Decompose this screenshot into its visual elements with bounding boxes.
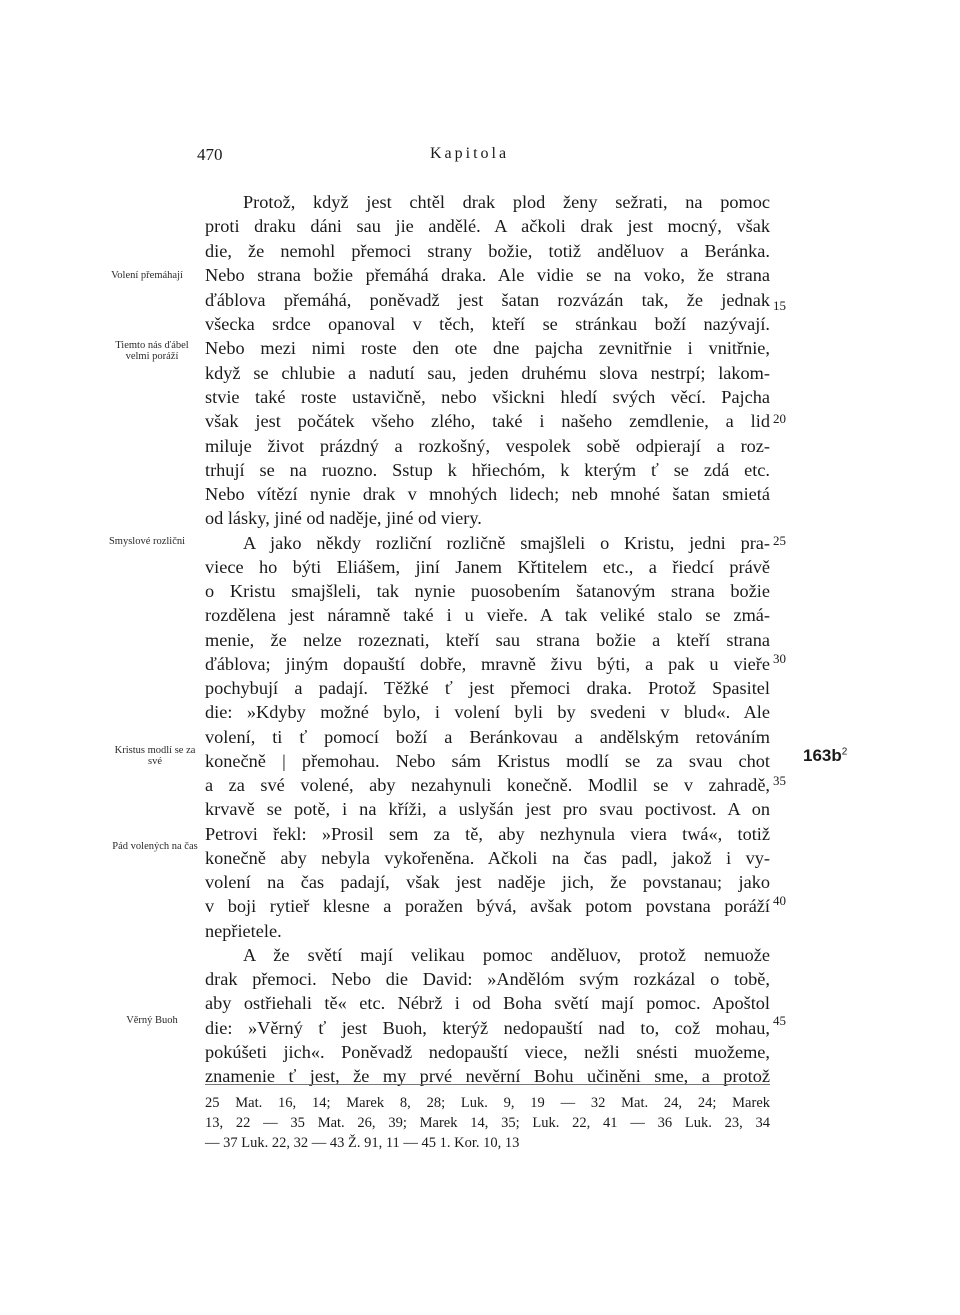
text-line: Petrovi řekl: »Prosil sem za tě, aby nezhynula viera twá«, totiž <box>205 824 770 844</box>
margin-note: Smyslové rozlični <box>108 536 186 547</box>
line-number: 35 <box>773 773 786 788</box>
text-line: die, že nemohl přemoci strany božie, totiž anděluov a Beránka. <box>205 241 770 261</box>
folio-marker <box>803 746 847 766</box>
text-line: však jest počátek všeho zlého, také i našeho zemdlenie, a lid <box>205 411 770 431</box>
text-line: znamenie ť jest, že my prvé nevěrní Bohu učiněni sme, a protož <box>205 1066 770 1086</box>
text-line: rozdělena jest náramně také i u vieře. A tak veliké stalo se zmá- <box>205 605 770 625</box>
text-line: menie, že nelze rozeznati, kteří sau strana božie a kteří strana <box>205 630 770 650</box>
text-line: stvie také roste ustavičně, nebo všickni hledí svých věcí. Pajcha <box>205 387 770 407</box>
text-line: die: »Kdyby možné bylo, i volení byli by svedeni v blud«. Ale <box>205 702 770 722</box>
text-line: nepřietele. <box>205 921 282 941</box>
text-line: Nebo strana božie přemáhá draka. Ale vidie se na voko, že strana <box>205 265 770 285</box>
text-line: od lásky, jiné od naděje, jiné od viery. <box>205 508 482 528</box>
margin-note: Pád volených na čas <box>112 841 198 852</box>
text-line: o Kristu smajšleli, tak nynie puosobením šatanovým strana božie <box>205 581 770 601</box>
text-line: drak přemoci. Nebo die David: »Andělóm svým rozkázal o tobě, <box>205 969 770 989</box>
text-line: ďáblova; jiným dopauští dobře, mravně živu býti, a pak u vieře <box>205 654 770 674</box>
footnote-line: 13, 22 — 35 Mat. 26, 39; Marek 14, 35; Luk. 22, 41 — 36 Luk. 23, 34 <box>205 1115 770 1131</box>
text-line: die: »Věrný ť jest Buoh, kterýž nedopauští nad to, což mohau, <box>205 1018 770 1038</box>
text-line: viece ho býti Eliášem, jiní Janem Křtitelem etc., a řiedcí právě <box>205 557 770 577</box>
footnote-line: — 37 Luk. 22, 32 — 43 Ž. 91, 11 — 45 1. Kor. 10, 13 <box>205 1135 520 1151</box>
text-line: A jako někdy rozliční rozličně smajšleli o Kristu, jedni pra- <box>243 533 770 553</box>
text-line: Nebo vítězí nynie drak v mnohých lidech; neb mnohé šatan smietá <box>205 484 770 504</box>
margin-note: Volení přemáhají <box>111 270 183 281</box>
text-line: Nebo mezi nimi roste den ote dne pajcha zevnitřnie i vnitřnie, <box>205 338 770 358</box>
page-number: 470 <box>197 145 223 164</box>
text-line: pochybují a padají. Těžké ť jest přemoci draka. Protož Spasitel <box>205 678 770 698</box>
text-line: volení na čas padají, však jest naděje jich, že povstanau; jako <box>205 872 770 892</box>
line-number: 25 <box>773 533 786 548</box>
text-line: a za své volené, aby nezahynuli konečně. Modlil se v zahradě, <box>205 775 770 795</box>
text-line: volení, ti ť pomocí boží a Beránkovau a andělským retováním <box>205 727 770 747</box>
line-number: 45 <box>773 1013 786 1028</box>
text-line: trhují se na ruozno. Sstup k hřiechóm, k kterým ť se zdá etc. <box>205 460 770 480</box>
text-line: Protož, když jest chtěl drak plod ženy sežrati, na pomoc <box>243 192 770 212</box>
folio-main: 163b <box>803 746 842 765</box>
text-line: všecka srdce opanoval v těch, kteří se stránkau boží nazývají. <box>205 314 770 334</box>
text-line: krvavě se potě, i na kříži, a uslyšán jest pro svau poctivost. A on <box>205 799 770 819</box>
margin-note: Kristus modlí se za své <box>114 745 196 767</box>
margin-note: Tiemto nás ďábel velmi poráží <box>115 340 189 362</box>
text-line: konečně | přemohau. Nebo sám Kristus modlí se za svau chot <box>205 751 770 771</box>
footnote-line: 25 Mat. 16, 14; Marek 8, 28; Luk. 9, 19 — 32 Mat. 24, 24; Marek <box>205 1095 770 1111</box>
line-number: 15 <box>773 298 786 313</box>
text-line: A že světí mají velikau pomoc anděluov, protož nemuože <box>243 945 770 965</box>
text-line: konečně aby nebyla vykořeněna. Ačkoli na čas padl, jakož i vy- <box>205 848 770 868</box>
text-line: aby ostřiehali tě« etc. Nébrž i od Boha světí mají pomoc. Apoštol <box>205 993 770 1013</box>
running-head: Kapitola <box>430 145 510 162</box>
line-number: 40 <box>773 893 786 908</box>
line-number: 20 <box>773 411 786 426</box>
footnote-rule <box>205 1084 770 1085</box>
text-line: proti draku dáni sau jie andělé. A ačkoli drak jest mocný, však <box>205 216 770 236</box>
text-line: ďáblova přemáhá, poněvadž jest šatan rozvázán tak, že jednak <box>205 290 770 310</box>
text-line: pokúšeti jich«. Poněvadž nedopauští viece, nežli snésti muožeme, <box>205 1042 770 1062</box>
text-line: když se chlubie a nadutí sau, jeden druhému slova nestrpí; lakom- <box>205 363 770 383</box>
text-line: miluje život prázdný a rozkošný, vespolek sobě odpierají a roz- <box>205 436 770 456</box>
folio-sup: 2 <box>841 746 848 758</box>
margin-note: Věrný Buoh <box>126 1015 178 1026</box>
line-number: 30 <box>773 651 786 666</box>
text-line: v boji rytieř klesne a poražen bývá, avšak potom povstana poráží <box>205 896 770 916</box>
